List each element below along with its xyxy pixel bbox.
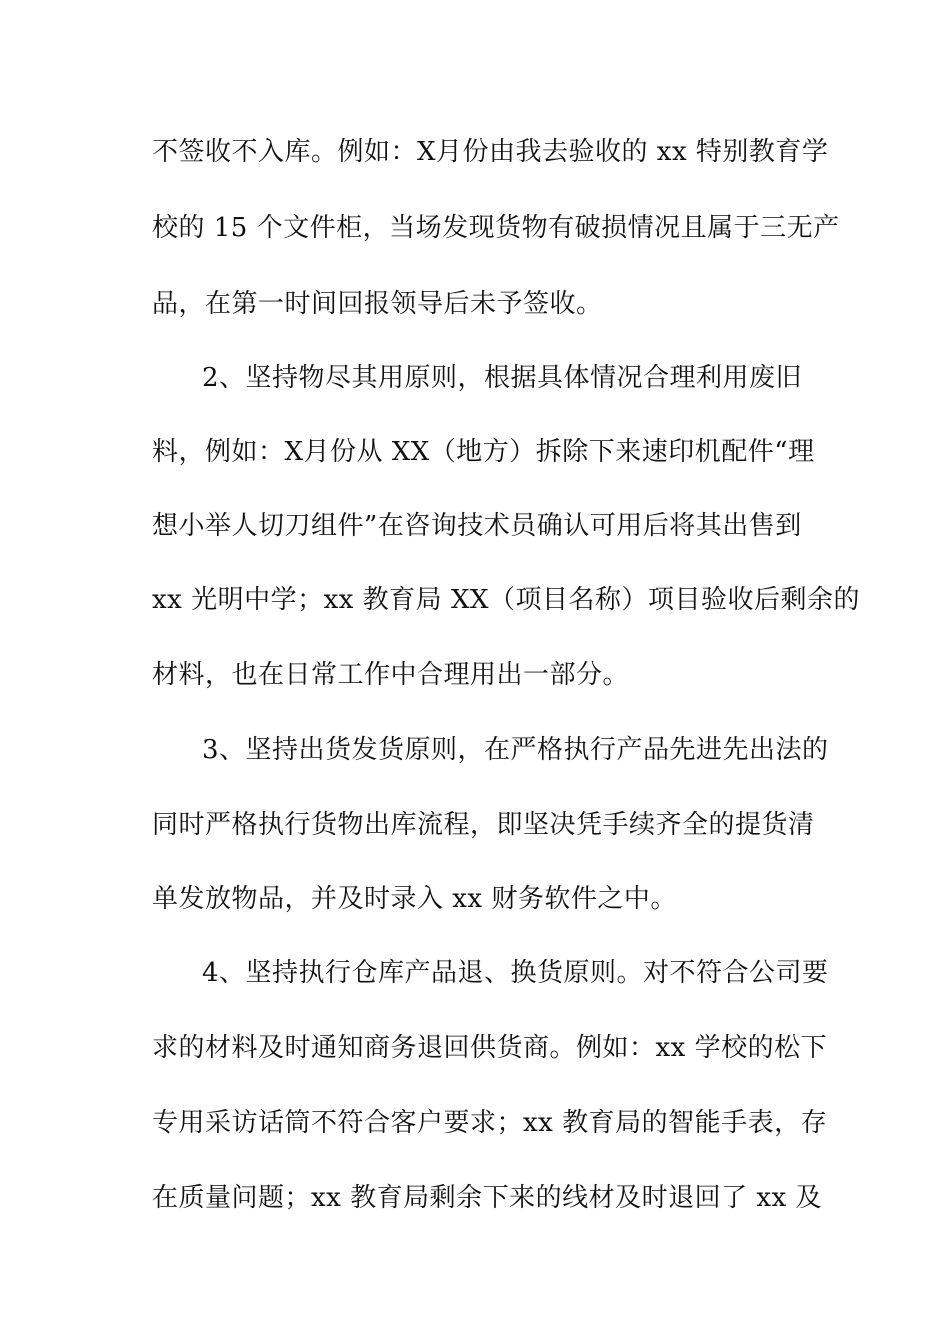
text-line: 料，例如：X月份从 XX（地方）拆除下来速印机配件“理 bbox=[152, 437, 815, 467]
text-line: 不签收不入库。例如：X月份由我去验收的 xx 特别教育学 bbox=[152, 137, 829, 167]
text-line: 品，在第一时间回报领导后未予签收。 bbox=[152, 289, 603, 319]
text-line: 同时严格执行货物出库流程，即坚决凭手续齐全的提货清 bbox=[152, 810, 815, 840]
paragraph-4-first-line: 4、坚持执行仓库产品退、换货原则。对不符合公司要 bbox=[202, 958, 829, 988]
text-line: 专用采访话筒不符合客户要求；xx 教育局的智能手表，存 bbox=[152, 1108, 828, 1138]
text-line: 单发放物品，并及时录入 xx 财务软件之中。 bbox=[152, 884, 677, 914]
text-line: 校的 15 个文件柜，当场发现货物有破损情况且属于三无产 bbox=[152, 213, 840, 243]
paragraph-2-first-line: 2、坚持物尽其用原则，根据具体情况合理利用废旧 bbox=[202, 363, 803, 393]
text-line: 求的材料及时通知商务退回供货商。例如：xx 学校的松下 bbox=[152, 1033, 828, 1063]
text-line: 想小举人切刀组件”在咨询技术员确认可用后将其出售到 bbox=[152, 511, 802, 541]
text-line: 材料，也在日常工作中合理用出一部分。 bbox=[152, 660, 630, 690]
text-line: 在质量问题；xx 教育局剩余下来的线材及时退回了 xx 及 bbox=[152, 1183, 822, 1213]
paragraph-3-first-line: 3、坚持出货发货原则，在严格执行产品先进先出法的 bbox=[202, 735, 829, 765]
text-line: xx 光明中学；xx 教育局 XX（项目名称）项目验收后剩余的 bbox=[152, 585, 860, 615]
